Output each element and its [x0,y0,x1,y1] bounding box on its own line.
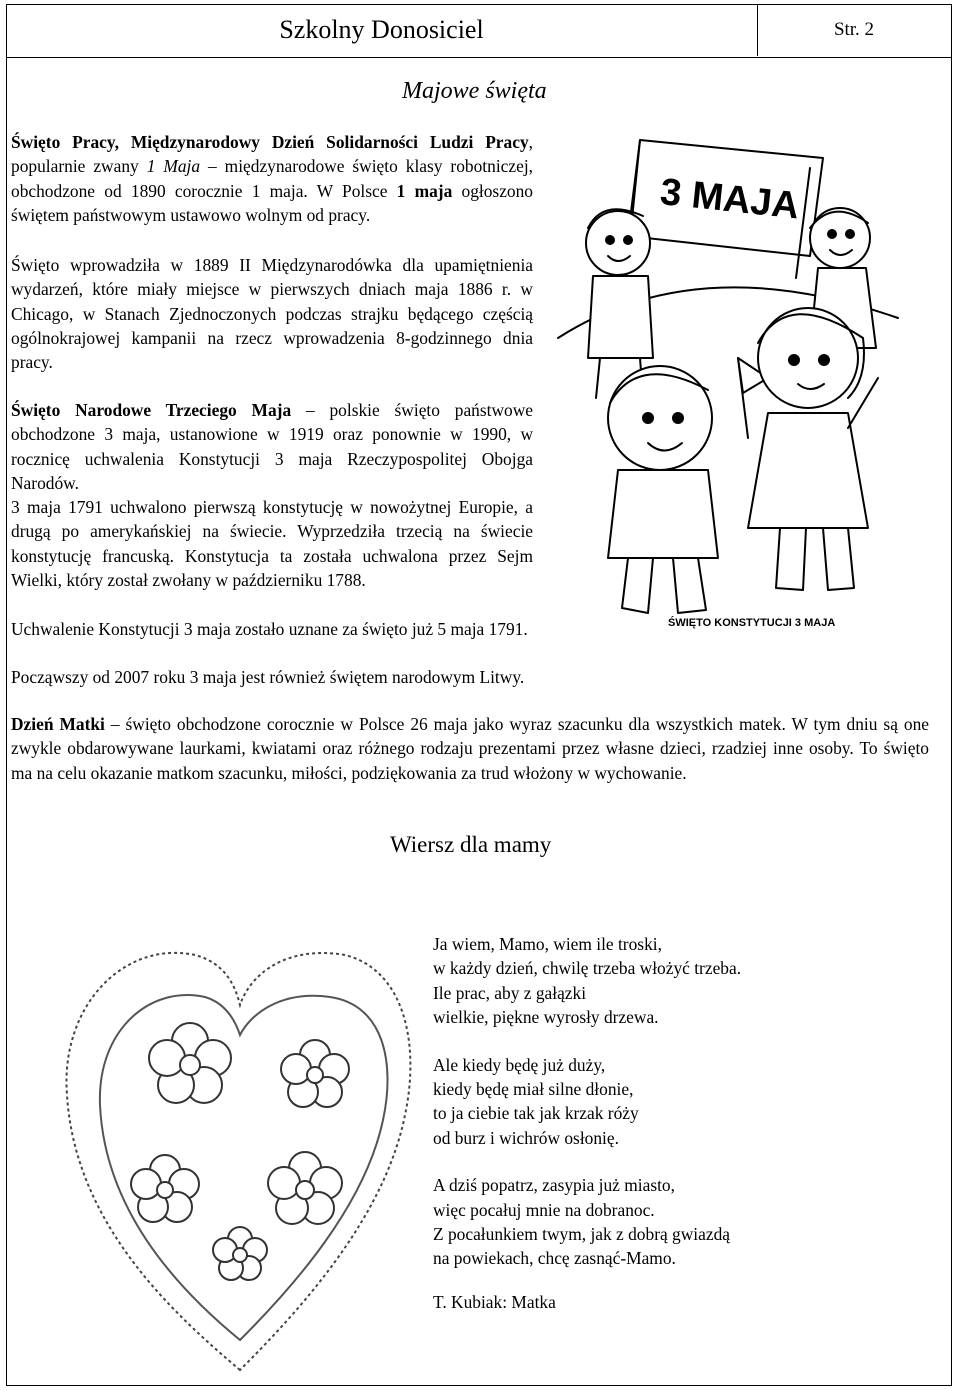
poem-line: od burz i wichrów osłonię. [433,1127,619,1148]
poem-stanza-3 [433,1173,741,1271]
dzien-matki-lead: Dzień Matki [11,714,105,734]
poem-line: Ja wiem, Mamo, wiem ile troski, [433,934,662,954]
poem-line: A dziś popatrz, zasypia już miasto, [433,1175,675,1196]
trzeci-maja-paragraph-3: Uchwalenie Konstytucji 3 maja zostało uznane za święto już 5 maja 1791. [11,619,528,639]
text-span: – międzynarodowe święto klasy robotniczej, obchodzone od 1890 corocznie 1 maja. W Polsce [11,156,534,201]
poem-line: więc pocałuj mnie na dobranoc. [433,1199,655,1220]
dzien-matki-paragraph [11,712,929,785]
poem-line: Ile prac, aby z gałązki [433,982,587,1003]
trzeci-maja-lead: Święto Narodowe Trzeciego Maja [11,400,292,420]
poem-line: wielkie, piękne wyrosły drzewa. [433,1007,659,1028]
poem-line: w każdy dzień, chwilę trzeba włożyć trzeba. [433,958,742,979]
poem-line: kiedy będę miał silne dłonie, [433,1079,634,1100]
italic-span: 1 Maja [146,156,201,177]
poem-stanza-1 [433,932,741,1030]
illustration-caption: ŚWIĘTO KONSTYTUCJI 3 MAJA [668,617,836,629]
banner-text: 3 MAJA [658,171,802,228]
poem-stanza-2 [433,1053,741,1151]
page-number: Str. 2 [833,19,875,40]
newspaper-title: Szkolny Donosiciel [6,4,758,56]
text-span: – polskie święto państwowe obchodzone 3 maja, ustanowione w 1919 oraz ponownie w 1990, w rocznicę uchwalenia Konstytucji 3 maja Rzeczypospolitej Obojga Narodów. [11,400,534,493]
swieto-pracy-paragraph [11,130,533,227]
swieto-pracy-lead: Święto Pracy, Międzynarodowy Dzień Solidarności Ludzi Pracy [11,132,529,152]
poem-signature: T. Kubiak: Matka [433,1292,556,1312]
trzeci-maja-paragraph-4: Począwszy od 2007 roku 3 maja jest również świętem narodowym Litwy. [11,667,525,687]
poem [433,932,741,1294]
heart-flowers-illustration [55,925,425,1380]
trzeci-maja-paragraph-2: 3 maja 1791 uchwalono pierwszą konstytucję w nowożytnej Europie, a drugą po amerykańskiej na świecie. Wyprzedziła trzecią na świecie konstytucję francuską. Konstytucja ta została uchwalona przez Sejm Wielki, który został zwołany w październiku 1788. [11,497,533,590]
poem-line: Ale kiedy będę już duży, [433,1054,606,1075]
trzeci-maja-paragraph [11,398,533,495]
section-title: Majowe święta [402,78,547,104]
page-header [6,4,952,58]
swieto-pracy-paragraph-2: Święto wprowadziła w 1889 II Międzynarodówka dla upamiętnienia wydarzeń, które miały miejsce w pierwszych dniach maja 1886 r. w Chicago, w Stanach Zjednoczonych podczas strajku będącego częścią ogólnokrajowej kampanii na rzecz wprowadzenia 8-godzinnego dnia pracy. [11,255,533,373]
text-span: ogłoszono świętem państwowym ustawowo wolnym od pracy. [11,180,534,225]
text-span: , popularnie zwany [11,132,533,177]
text-span: – święto obchodzone corocznie w Polsce 26 maja jako wyraz szacunku dla wszystkich matek. W tym dniu są one zwykle obdarowywane laurkami, kwiatami oraz różnego rodzaju prezentami przez własne dzieci, rzadziej inne osoby. To święto ma na celu okazanie matkom szacunku, miłości, podziękowania za trud włożony w wychowanie. [11,714,929,783]
poem-line: na powiekach, chcę zasnąć-Mamo. [433,1248,676,1269]
bold-span: 1 maja [396,180,453,201]
poem-line: Z pocałunkiem twym, jak z dobrą gwiazdą [433,1224,730,1245]
poem-title: Wiersz dla mamy [390,832,552,857]
poem-line: to ja ciebie tak jak krzak róży [433,1103,639,1124]
children-constitution-illustration [548,128,908,633]
